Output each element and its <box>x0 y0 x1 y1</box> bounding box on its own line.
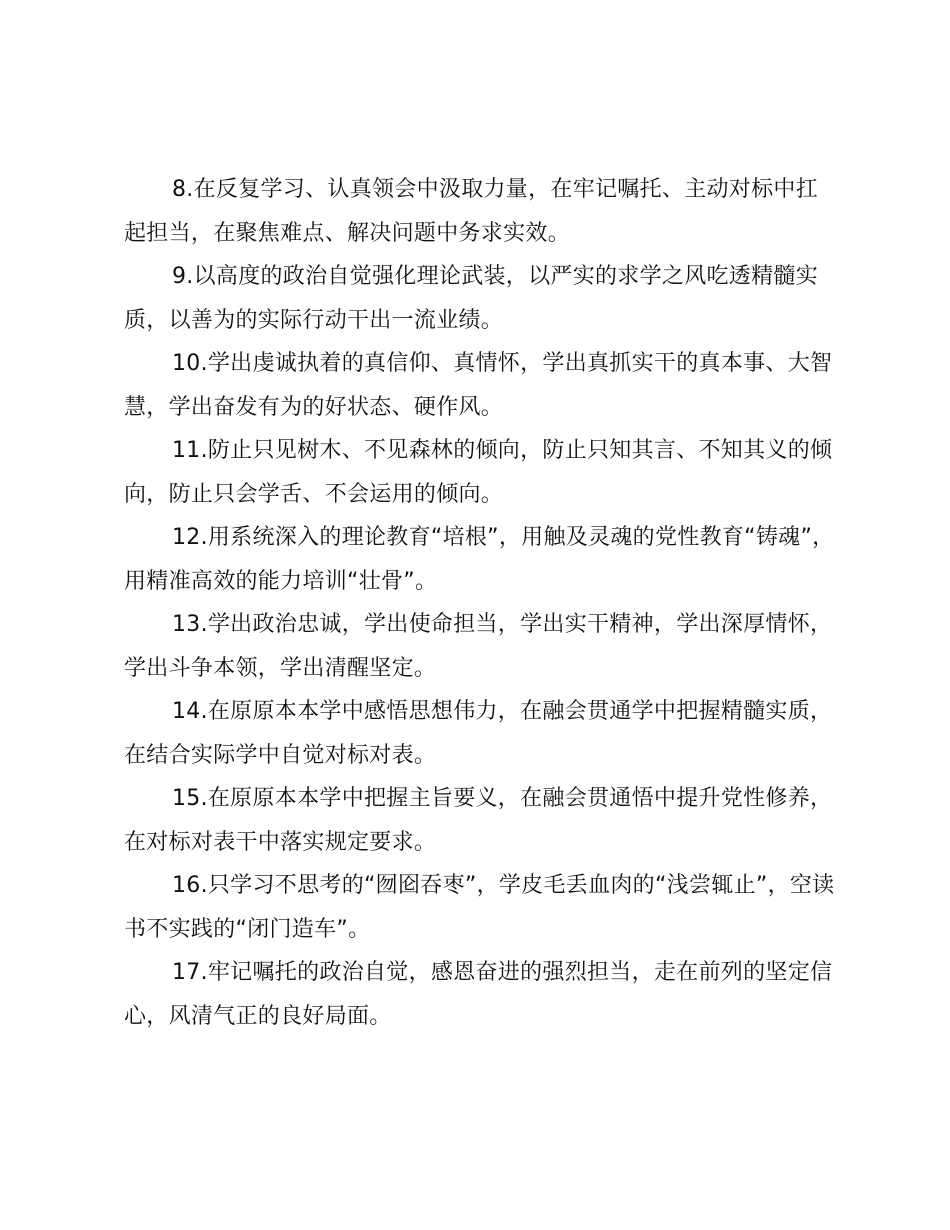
paragraph-item-8: 8.在反复学习、认真领会中汲取力量，在牢记嘱托、主动对标中扛起担当，在聚焦难点、解决问题中务求实效。 <box>124 177 818 246</box>
paragraph-item-14: 14.在原原本本学中感悟思想伟力，在融会贯通学中把握精髓实质，在结合实际学中自觉对标对表。 <box>124 699 833 768</box>
paragraph-item-16: 16.只学习不思考的“囫囵吞枣”，学皮毛丢血肉的“浅尝辄止”，空读书不实践的“闭门造车”。 <box>124 873 835 942</box>
paragraph-item-15: 15.在原原本本学中把握主旨要义，在融会贯通悟中提升党性修养，在对标对表干中落实规定要求。 <box>124 786 833 855</box>
paragraph-item-9: 9.以高度的政治自觉强化理论武装，以严实的求学之风吃透精髓实质，以善为的实际行动干出一流业绩。 <box>124 264 818 333</box>
paragraph-item-11: 11.防止只见树木、不见森林的倾向，防止只知其言、不知其义的倾向，防止只会学舌、不会运用的倾向。 <box>124 438 833 507</box>
paragraph-item-13: 13.学出政治忠诚，学出使命担当，学出实干精神，学出深厚情怀，学出斗争本领，学出清醒坚定。 <box>124 612 833 681</box>
paragraph-item-10: 10.学出虔诚执着的真信仰、真情怀，学出真抓实干的真本事、大智慧，学出奋发有为的好状态、硬作风。 <box>124 351 833 420</box>
paragraph-item-17: 17.牢记嘱托的政治自觉，感恩奋进的强烈担当，走在前列的坚定信心，风清气正的良好局面。 <box>124 960 833 1029</box>
paragraph-item-12: 12.用系统深入的理论教育“培根”，用触及灵魂的党性教育“铸魂”，用精准高效的能力培训“壮骨”。 <box>124 525 835 594</box>
document-body <box>124 168 836 1038</box>
